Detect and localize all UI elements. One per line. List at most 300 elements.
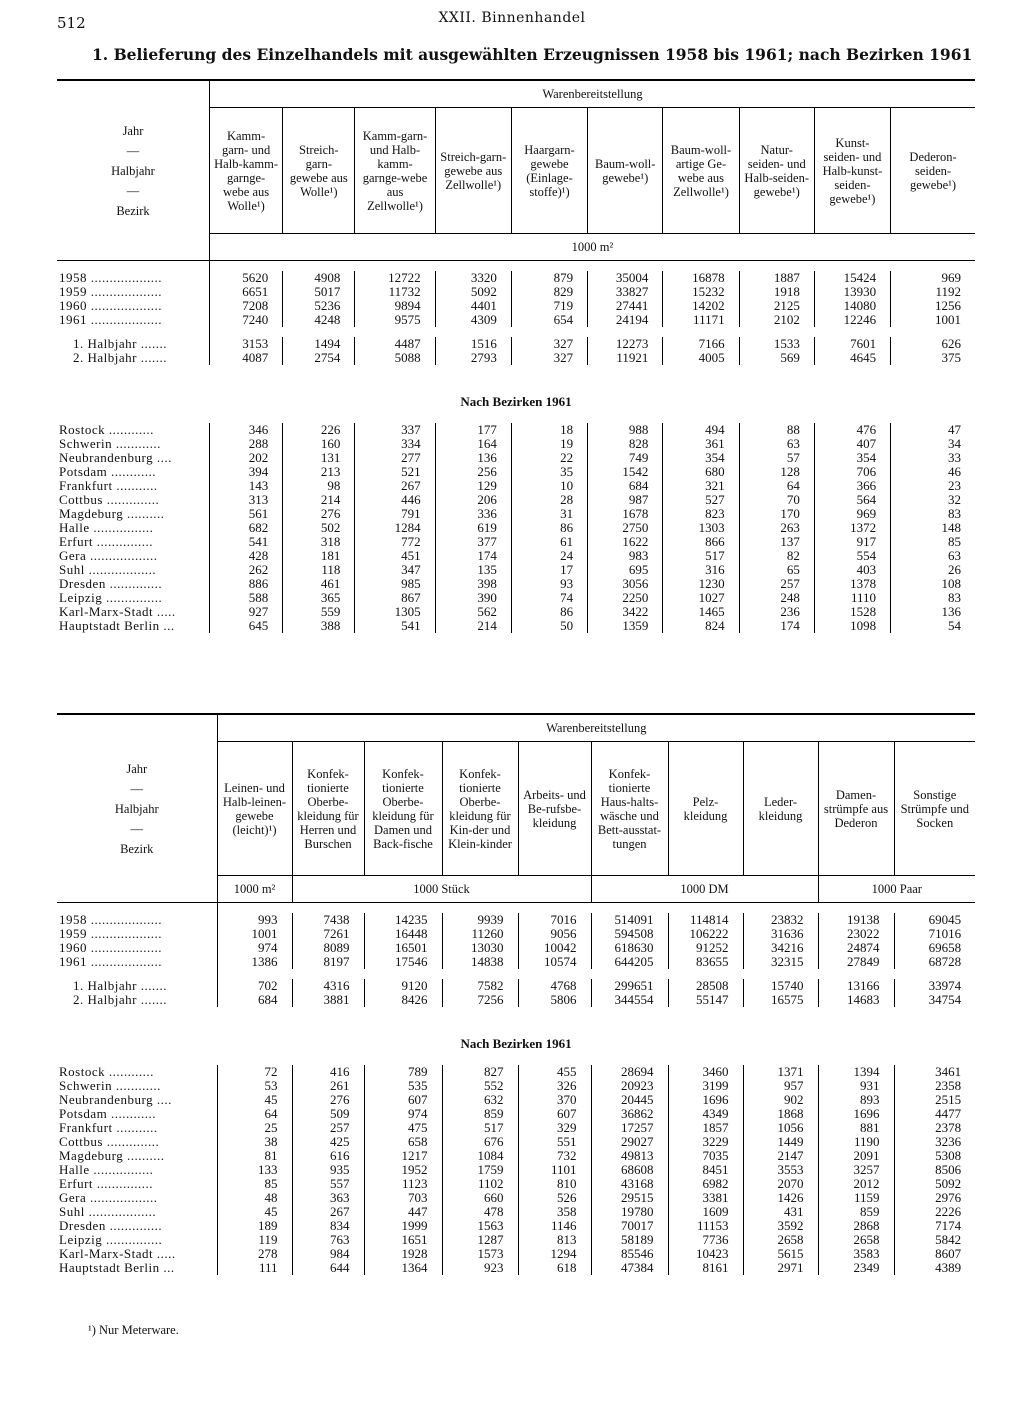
table-cell: 71016 — [894, 927, 975, 941]
table-cell: 428 — [209, 549, 282, 563]
table-row — [57, 1107, 975, 1121]
table-row — [57, 507, 975, 521]
table-cell: 1696 — [668, 1093, 743, 1107]
table-cell: 2750 — [588, 521, 663, 535]
table-cell: 684 — [588, 479, 663, 493]
row-label: 1961 ................... — [59, 313, 162, 327]
table-cell: 618 — [518, 1261, 591, 1275]
row-label: 1958 ................... — [59, 271, 162, 285]
table-cell: 85 — [891, 535, 975, 549]
table-cell: 17 — [511, 563, 587, 577]
stub-header-halbjahr: Halbjahr — [114, 801, 159, 816]
table-cell: 702 — [217, 979, 292, 993]
table-cell: 12722 — [355, 271, 435, 285]
table-cell: 63 — [739, 437, 814, 451]
table-row — [57, 955, 975, 969]
table-cell: 517 — [663, 549, 739, 563]
table-cell: 3583 — [818, 1247, 894, 1261]
row-label: Magdeburg .......... — [59, 507, 165, 521]
table-cell: 327 — [511, 337, 587, 351]
table-cell: 660 — [442, 1191, 518, 1205]
table-cell: 111 — [217, 1261, 292, 1275]
row-label: Hauptstadt Berlin ... — [59, 619, 175, 633]
table-cell: 407 — [814, 437, 890, 451]
table-cell: 5017 — [283, 285, 355, 299]
table-cell: 4316 — [292, 979, 364, 993]
table-cell: 82 — [739, 549, 814, 563]
table-cell: 4768 — [518, 979, 591, 993]
group-header: Warenbereitstellung — [217, 714, 975, 742]
table-cell: 1609 — [668, 1205, 743, 1219]
table-cell: 108 — [891, 577, 975, 591]
table-cell: 12273 — [588, 337, 663, 351]
table-cell: 69658 — [894, 941, 975, 955]
table-row — [57, 1163, 975, 1177]
row-label: 1960 ................... — [59, 299, 162, 313]
table-cell: 7736 — [668, 1233, 743, 1247]
table-cell: 46 — [891, 465, 975, 479]
table-title: 1. Belieferung des Einzelhandels mit ausgewählten Erzeugnissen 1958 bis 1961; nach Bezirken 1961 — [92, 45, 973, 64]
table-cell: 47384 — [591, 1261, 668, 1275]
table-cell: 1230 — [663, 577, 739, 591]
table-cell: 1001 — [217, 927, 292, 941]
table-cell: 987 — [588, 493, 663, 507]
table-cell: 160 — [283, 437, 355, 451]
table-cell: 2976 — [894, 1191, 975, 1205]
table-cell: 361 — [663, 437, 739, 451]
table-cell: 3553 — [743, 1163, 818, 1177]
table-cell: 4005 — [663, 351, 739, 365]
column-header: Kamm-garn- und Halb-kamm-garnge-webe aus Zellwolle¹) — [355, 108, 435, 234]
table-cell: 983 — [588, 549, 663, 563]
table-cell: 177 — [435, 423, 511, 437]
column-header: Leinen- und Halb-leinen-gewebe (leicht)¹) — [217, 742, 292, 876]
table-cell: 494 — [663, 423, 739, 437]
row-label: 1959 ................... — [59, 927, 162, 941]
table-cell: 106222 — [668, 927, 743, 941]
table-cell: 1528 — [814, 605, 890, 619]
table-cell: 475 — [364, 1121, 442, 1135]
table-cell: 7601 — [814, 337, 890, 351]
table-cell: 257 — [739, 577, 814, 591]
table-cell: 447 — [364, 1205, 442, 1219]
table-cell: 1372 — [814, 521, 890, 535]
table-cell: 619 — [435, 521, 511, 535]
table-cell: 377 — [435, 535, 511, 549]
table-cell: 1364 — [364, 1261, 442, 1275]
table-cell: 3320 — [435, 271, 511, 285]
table-cell: 478 — [442, 1205, 518, 1219]
table-cell: 1294 — [518, 1247, 591, 1261]
row-label: Frankfurt ........... — [59, 1121, 158, 1135]
table-cell: 3881 — [292, 993, 364, 1007]
table-cell: 316 — [663, 563, 739, 577]
table-cell: 517 — [442, 1121, 518, 1135]
row-label: Cottbus .............. — [59, 493, 160, 507]
table-cell: 974 — [217, 941, 292, 955]
row-label: Leipzig ............... — [59, 591, 163, 605]
table-cell: 50 — [511, 619, 587, 633]
table-cell: 64 — [739, 479, 814, 493]
table-cell: 834 — [292, 1219, 364, 1233]
table-cell: 43168 — [591, 1177, 668, 1191]
table-cell: 174 — [739, 619, 814, 633]
table-cell: 137 — [739, 535, 814, 549]
row-label: Schwerin ............ — [59, 437, 161, 451]
table-cell: 16878 — [663, 271, 739, 285]
table-cell: 398 — [435, 577, 511, 591]
table-cell: 34 — [891, 437, 975, 451]
table-cell: 594508 — [591, 927, 668, 941]
table-cell: 1678 — [588, 507, 663, 521]
table-cell: 1110 — [814, 591, 890, 605]
table-row — [57, 1261, 975, 1275]
table-cell: 83 — [891, 507, 975, 521]
table-cell: 7240 — [209, 313, 282, 327]
table-cell: 24194 — [588, 313, 663, 327]
table-cell: 375 — [891, 351, 975, 365]
table-cell: 135 — [435, 563, 511, 577]
table-cell: 35 — [511, 465, 587, 479]
table-cell: 9575 — [355, 313, 435, 327]
table-cell: 682 — [209, 521, 282, 535]
row-label: Rostock ............ — [59, 423, 154, 437]
table-cell: 32 — [891, 493, 975, 507]
table-cell: 1303 — [663, 521, 739, 535]
table-cell: 416 — [292, 1065, 364, 1079]
table-cell: 329 — [518, 1121, 591, 1135]
table-cell: 5308 — [894, 1149, 975, 1163]
table-cell: 644 — [292, 1261, 364, 1275]
table-cell: 9939 — [442, 913, 518, 927]
table-cell: 829 — [511, 285, 587, 299]
table-cell: 10574 — [518, 955, 591, 969]
table-cell: 2070 — [743, 1177, 818, 1191]
table-cell: 31 — [511, 507, 587, 521]
table-cell: 2793 — [435, 351, 511, 365]
table-cell: 607 — [518, 1107, 591, 1121]
stub-header-dash: — — [130, 781, 143, 796]
table-cell: 3229 — [668, 1135, 743, 1149]
table-cell: 588 — [209, 591, 282, 605]
table-cell: 8089 — [292, 941, 364, 955]
table-row — [57, 521, 975, 535]
table-cell: 502 — [283, 521, 355, 535]
table-cell: 24874 — [818, 941, 894, 955]
table-cell: 827 — [442, 1065, 518, 1079]
group-header: Warenbereitstellung — [209, 80, 975, 108]
table-cell: 1696 — [818, 1107, 894, 1121]
table-cell: 27849 — [818, 955, 894, 969]
table-cell: 26 — [891, 563, 975, 577]
table-cell: 136 — [435, 451, 511, 465]
stub-header — [57, 80, 209, 261]
table-cell: 337 — [355, 423, 435, 437]
table-cell: 1027 — [663, 591, 739, 605]
table-cell: 25 — [217, 1121, 292, 1135]
table-cell: 11260 — [442, 927, 518, 941]
unit-header: 1000 m² — [217, 876, 292, 903]
table-cell: 136 — [891, 605, 975, 619]
table-cell: 257 — [292, 1121, 364, 1135]
table-row — [57, 285, 975, 299]
table-cell: 370 — [518, 1093, 591, 1107]
column-header: Streich-garn-gewebe aus Wolle¹) — [283, 108, 355, 234]
table-cell: 321 — [663, 479, 739, 493]
table-row — [57, 913, 975, 927]
table-cell: 83 — [891, 591, 975, 605]
table-textiles — [57, 79, 975, 633]
table-row — [57, 437, 975, 451]
table-cell: 8197 — [292, 955, 364, 969]
table-cell: 569 — [739, 351, 814, 365]
table-cell: 29027 — [591, 1135, 668, 1149]
row-label: Erfurt ............... — [59, 535, 154, 549]
column-header: Sonstige Strümpfe und Socken — [894, 742, 975, 876]
table-cell: 4908 — [283, 271, 355, 285]
table-cell: 1371 — [743, 1065, 818, 1079]
table-cell: 658 — [364, 1135, 442, 1149]
table-row — [57, 549, 975, 563]
table-cell: 1101 — [518, 1163, 591, 1177]
stub-header-jahr: Jahr — [122, 123, 144, 138]
table-cell: 461 — [283, 577, 355, 591]
table-cell: 1918 — [739, 285, 814, 299]
table-cell: 19780 — [591, 1205, 668, 1219]
table-row — [57, 941, 975, 955]
table-cell: 684 — [217, 993, 292, 1007]
table-cell: 14838 — [442, 955, 518, 969]
table-cell: 5092 — [894, 1177, 975, 1191]
table-cell: 35004 — [588, 271, 663, 285]
table-cell: 564 — [814, 493, 890, 507]
table-cell: 33974 — [894, 979, 975, 993]
table-cell: 68728 — [894, 955, 975, 969]
table-cell: 88 — [739, 423, 814, 437]
table-cell: 164 — [435, 437, 511, 451]
table-cell: 680 — [663, 465, 739, 479]
table-cell: 262 — [209, 563, 282, 577]
row-label: Karl-Marx-Stadt ..... — [59, 605, 176, 619]
table-row — [57, 1079, 975, 1093]
table-cell: 143 — [209, 479, 282, 493]
table-cell: 55147 — [668, 993, 743, 1007]
table-cell: 15424 — [814, 271, 890, 285]
table-cell: 969 — [891, 271, 975, 285]
table-cell: 14683 — [818, 993, 894, 1007]
table-cell: 267 — [292, 1205, 364, 1219]
table-cell: 278 — [217, 1247, 292, 1261]
table-cell: 1159 — [818, 1191, 894, 1205]
table-cell: 10 — [511, 479, 587, 493]
table-cell: 114814 — [668, 913, 743, 927]
table-cell: 23 — [891, 479, 975, 493]
table-cell: 5092 — [435, 285, 511, 299]
table-cell: 654 — [511, 313, 587, 327]
row-label: Cottbus .............. — [59, 1135, 160, 1149]
table-cell: 327 — [511, 351, 587, 365]
table-cell: 91252 — [668, 941, 743, 955]
table-cell: 20923 — [591, 1079, 668, 1093]
table-cell: 299651 — [591, 979, 668, 993]
table-cell: 886 — [209, 577, 282, 591]
row-label: Suhl .................. — [59, 1205, 157, 1219]
table-cell: 644205 — [591, 955, 668, 969]
row-label: 1958 ................... — [59, 913, 162, 927]
table-cell: 23022 — [818, 927, 894, 941]
column-header: Natur-seiden- und Halb-seiden-gewebe¹) — [739, 108, 814, 234]
page-number: 512 — [57, 14, 86, 32]
table-cell: 7438 — [292, 913, 364, 927]
column-header: Konfek-tionierte Oberbe-kleidung für Kin-der und Klein-kinder — [442, 742, 518, 876]
table-cell: 7016 — [518, 913, 591, 927]
row-label: Schwerin ............ — [59, 1079, 161, 1093]
table-cell: 616 — [292, 1149, 364, 1163]
table-cell: 129 — [435, 479, 511, 493]
table-cell: 645 — [209, 619, 282, 633]
table-cell: 4477 — [894, 1107, 975, 1121]
table-cell: 57 — [739, 451, 814, 465]
row-label: Dresden .............. — [59, 1219, 163, 1233]
table-cell: 3422 — [588, 605, 663, 619]
table-cell: 927 — [209, 605, 282, 619]
table-cell: 344554 — [591, 993, 668, 1007]
table-cell: 1256 — [891, 299, 975, 313]
table-cell: 969 — [814, 507, 890, 521]
table-row — [57, 979, 975, 993]
table-cell: 931 — [818, 1079, 894, 1093]
table-cell: 526 — [518, 1191, 591, 1205]
table-cell: 48 — [217, 1191, 292, 1205]
table-cell: 98 — [283, 479, 355, 493]
table-cell: 11921 — [588, 351, 663, 365]
column-header: Baum-woll-gewebe¹) — [588, 108, 663, 234]
column-header: Streich-garn-gewebe aus Zellwolle¹) — [435, 108, 511, 234]
table-cell: 47 — [891, 423, 975, 437]
table-cell: 3236 — [894, 1135, 975, 1149]
table-row — [57, 927, 975, 941]
table-cell: 1359 — [588, 619, 663, 633]
stub-header-bezirk: Bezirk — [116, 203, 150, 218]
table-cell: 5806 — [518, 993, 591, 1007]
table-row — [57, 591, 975, 605]
table-cell: 541 — [209, 535, 282, 549]
table-row — [57, 479, 975, 493]
column-header: Kunst-seiden- und Halb-kunst-seiden-gewebe¹) — [814, 108, 890, 234]
table-cell: 1952 — [364, 1163, 442, 1177]
table-cell: 23832 — [743, 913, 818, 927]
row-label: Gera .................. — [59, 1191, 158, 1205]
table-cell: 32315 — [743, 955, 818, 969]
table-cell: 2868 — [818, 1219, 894, 1233]
table-cell: 923 — [442, 1261, 518, 1275]
table-cell: 446 — [355, 493, 435, 507]
row-label: Frankfurt ........... — [59, 479, 158, 493]
table-cell: 535 — [364, 1079, 442, 1093]
table-cell: 859 — [818, 1205, 894, 1219]
column-header: Damen-strümpfe aus Dederon — [818, 742, 894, 876]
table-cell: 4309 — [435, 313, 511, 327]
table-row — [57, 351, 975, 365]
table-cell: 3381 — [668, 1191, 743, 1205]
table-cell: 2102 — [739, 313, 814, 327]
table-cell: 5842 — [894, 1233, 975, 1247]
table-row — [57, 1191, 975, 1205]
stub-header — [57, 714, 217, 903]
table-cell: 7166 — [663, 337, 739, 351]
stub-header-dash: — — [126, 183, 140, 198]
table-cell: 394 — [209, 465, 282, 479]
row-label: Leipzig ............... — [59, 1233, 163, 1247]
table-cell: 119 — [217, 1233, 292, 1247]
table-cell: 34754 — [894, 993, 975, 1007]
table-cell: 214 — [435, 619, 511, 633]
table-cell: 267 — [355, 479, 435, 493]
table-cell: 366 — [814, 479, 890, 493]
column-header: Arbeits- und Be-rufsbe-kleidung — [518, 742, 591, 876]
table-cell: 17546 — [364, 955, 442, 969]
table-cell: 226 — [283, 423, 355, 437]
table-cell: 4389 — [894, 1261, 975, 1275]
table-cell: 13930 — [814, 285, 890, 299]
table-row — [57, 423, 975, 437]
table-cell: 2358 — [894, 1079, 975, 1093]
row-label: Karl-Marx-Stadt ..... — [59, 1247, 176, 1261]
table-cell: 288 — [209, 437, 282, 451]
table-cell: 8451 — [668, 1163, 743, 1177]
row-label: Halle ................ — [59, 1163, 154, 1177]
table-cell: 431 — [743, 1205, 818, 1219]
table-row — [57, 493, 975, 507]
table-cell: 1449 — [743, 1135, 818, 1149]
table-cell: 86 — [511, 521, 587, 535]
table-cell: 551 — [518, 1135, 591, 1149]
table-cell: 1305 — [355, 605, 435, 619]
table-cell: 8607 — [894, 1247, 975, 1261]
table-cell: 984 — [292, 1247, 364, 1261]
row-label: Halle ................ — [59, 521, 154, 535]
table-cell: 866 — [663, 535, 739, 549]
table-cell: 7035 — [668, 1149, 743, 1163]
table-cell: 16448 — [364, 927, 442, 941]
table-cell: 3056 — [588, 577, 663, 591]
table-cell: 1386 — [217, 955, 292, 969]
table-cell: 791 — [355, 507, 435, 521]
table-cell: 1192 — [891, 285, 975, 299]
table-cell: 248 — [739, 591, 814, 605]
table-cell: 554 — [814, 549, 890, 563]
table-cell: 276 — [292, 1093, 364, 1107]
table-cell: 69045 — [894, 913, 975, 927]
table-row — [57, 1149, 975, 1163]
table-cell: 11153 — [668, 1219, 743, 1233]
table-cell: 626 — [891, 337, 975, 351]
table-cell: 1857 — [668, 1121, 743, 1135]
table-cell: 1887 — [739, 271, 814, 285]
table-cell: 12246 — [814, 313, 890, 327]
table-cell: 34216 — [743, 941, 818, 955]
table-row — [57, 605, 975, 619]
table-cell: 2754 — [283, 351, 355, 365]
table-row — [57, 1121, 975, 1135]
table-cell: 33 — [891, 451, 975, 465]
table-cell: 85546 — [591, 1247, 668, 1261]
table-cell: 2012 — [818, 1177, 894, 1191]
table-row — [57, 993, 975, 1007]
table-cell: 1284 — [355, 521, 435, 535]
table-cell: 988 — [588, 423, 663, 437]
table-cell: 676 — [442, 1135, 518, 1149]
